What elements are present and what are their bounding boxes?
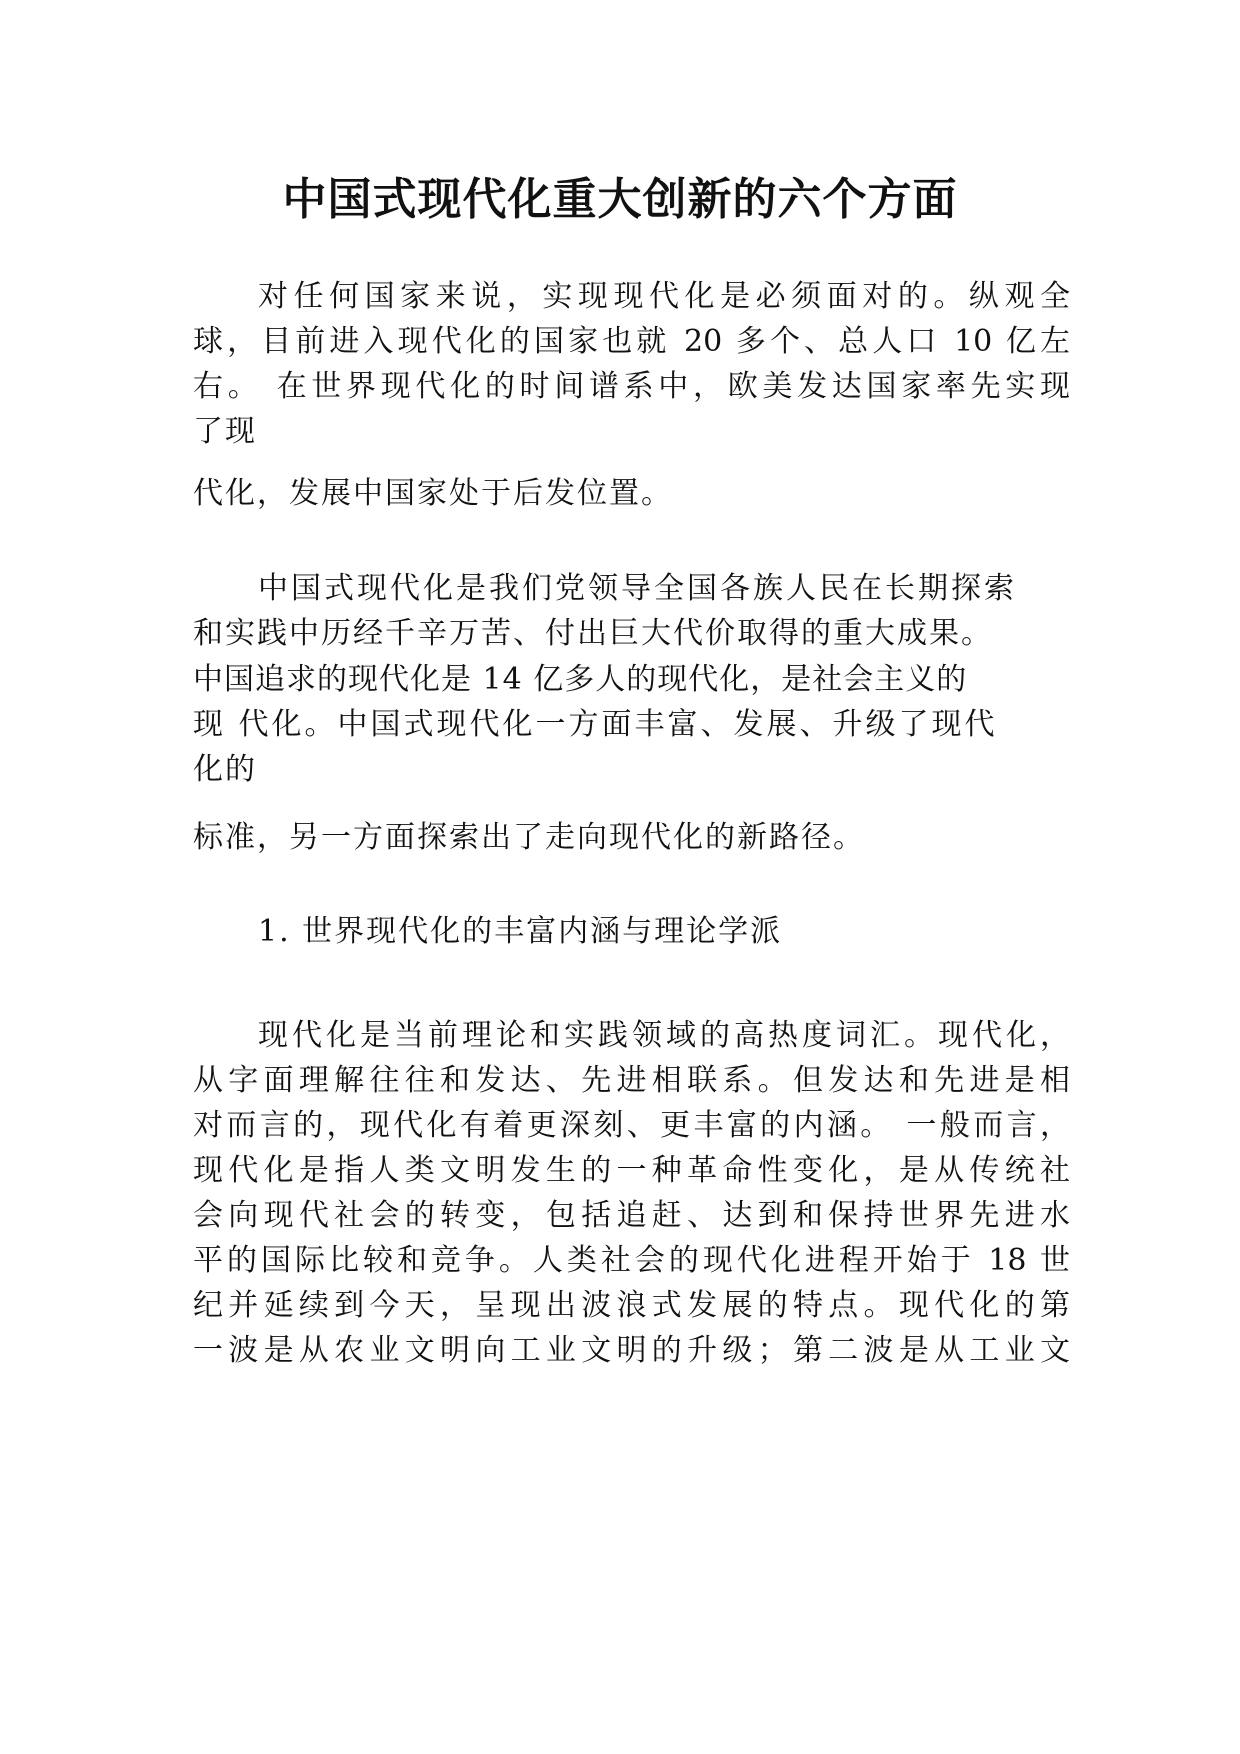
paragraph-3-line-2: 从字面理解往往和发达、先进相联系。但发达和先进是相 <box>193 1063 1070 1098</box>
paragraph-3-line-1: 现代化是当前理论和实践领域的高热度词汇。现代化， <box>258 1018 1070 1053</box>
paragraph-3-line-4: 现代化是指人类文明发生的一种革命性变化，是从传统社 <box>193 1153 1070 1188</box>
section-heading: 1. 世界现代化的丰富内涵与理论学派 <box>258 914 783 949</box>
paragraph-1-line-4: 了现 <box>193 414 257 449</box>
paragraph-3-line-3: 对而言的，现代化有着更深刻、更丰富的内涵。 一般而言， <box>193 1108 1070 1143</box>
paragraph-3-line-8: 一波是从农业文明向工业文明的升级；第二波是从工业文 <box>193 1333 1070 1368</box>
document-title: 中国式现代化重大创新的六个方面 <box>282 174 958 225</box>
paragraph-1-line-5: 代化，发展中国家处于后发位置。 <box>193 476 673 511</box>
paragraph-2-line-2: 和实践中历经千辛万苦、付出巨大代价取得的重大成果。 <box>193 616 993 651</box>
paragraph-2-line-1: 中国式现代化是我们党领导全国各族人民在长期探索 <box>258 571 1017 606</box>
paragraph-1-line-1: 对任何国家来说，实现现代化是必须面对的。纵观全 <box>258 279 1070 314</box>
paragraph-3-line-6: 平的国际比较和竞争。人类社会的现代化进程开始于 18 世 <box>193 1243 1070 1278</box>
paragraph-3-line-7: 纪并延续到今天，呈现出波浪式发展的特点。现代化的第 <box>193 1288 1070 1323</box>
paragraph-1-line-3: 右。 在世界现代化的时间谱系中，欧美发达国家率先实现 <box>193 369 1070 404</box>
paragraph-2-line-3: 中国追求的现代化是 14 亿多人的现代化，是社会主义的 <box>193 662 968 697</box>
paragraph-3-line-5: 会向现代社会的转变，包括追赶、达到和保持世界先进水 <box>193 1198 1070 1233</box>
paragraph-2-line-5: 化的 <box>193 752 257 787</box>
paragraph-2-line-6: 标准，另一方面探索出了走向现代化的新路径。 <box>193 820 865 855</box>
paragraph-1-line-2: 球，目前进入现代化的国家也就 20 多个、总人口 10 亿左 <box>193 324 1070 359</box>
paragraph-2-line-4: 现 代化。中国式现代化一方面丰富、发展、升级了现代 <box>193 707 998 742</box>
